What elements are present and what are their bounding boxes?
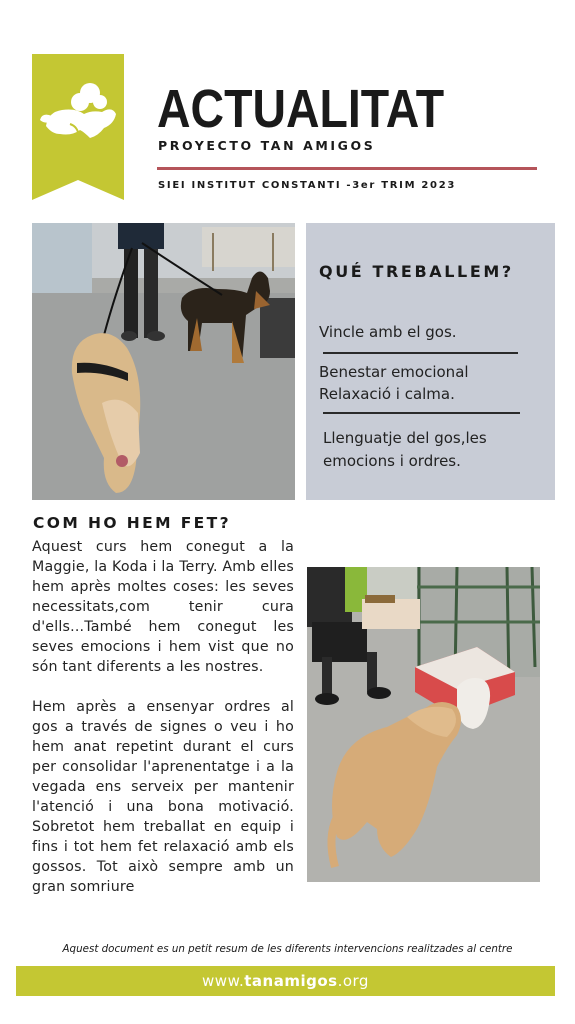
infobox-divider [323, 412, 520, 414]
page-title: ACTUALITAT [157, 79, 445, 139]
footnote: Aquest document es un petit resum de les diferents intervencions realitzades al centre [62, 943, 513, 955]
website-bar [16, 966, 555, 996]
section-heading: COM HO HEM FET? [33, 514, 232, 532]
paragraph-training: Hem après a ensenyar ordres al gos a través de signes o veu i ho hem anat repetint durant el curs per consolidar l'aprenentatge i a la vegada ens serveix per mantenir l'atenció i una bona motivació. Sobretot hem treballat en equip i fins i tot hem fet relaxació amb els gossos. Tot això sempre amb un gran somriure [32, 699, 294, 895]
project-subtitle: PROYECTO TAN AMIGOS [158, 138, 376, 153]
infobox-title: QUÉ TREBALLEM? [319, 262, 514, 281]
tan-amigos-logo [32, 54, 124, 200]
photo-dogs-classroom [307, 567, 540, 882]
header-divider [157, 167, 537, 170]
website-suffix: .org [337, 972, 369, 990]
paragraph-intro: Aquest curs hem conegut a la Maggie, la Koda i la Terry. Amb elles hem après moltes coses: les seves necessitats,com tenir cura d'ells...També hem conegut les seves emocions i hem vist que no són tant diferents a les nostres. [32, 539, 294, 675]
school-info: SIEI INSTITUT CONSTANTI -3er TRIM 2023 [158, 180, 457, 191]
website-prefix: www. [202, 972, 245, 990]
infobox-item-relax: Relaxació i calma. [319, 385, 455, 403]
website-brand: tanamigos [244, 972, 338, 990]
photo-dogs-hallway [32, 223, 295, 500]
what-we-work-box [306, 223, 555, 500]
infobox-item-language: Llenguatje del gos,les emocions i ordres. [323, 429, 487, 470]
infobox-divider [323, 352, 518, 354]
infobox-item-wellbeing: Benestar emocional [319, 363, 469, 381]
infobox-item-bond: Vincle amb el gos. [319, 323, 457, 341]
